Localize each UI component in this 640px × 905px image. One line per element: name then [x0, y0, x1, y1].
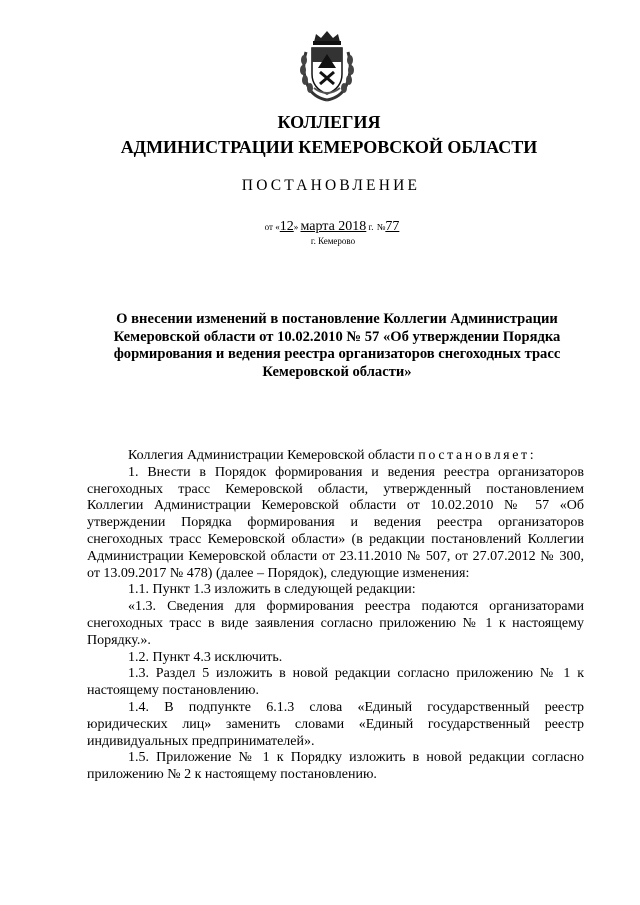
intro-end: :	[529, 448, 534, 463]
document-body	[87, 448, 584, 784]
date-year-suffix: г.	[366, 222, 374, 232]
city-name: г. Кемерово	[310, 236, 356, 246]
date-day: 12	[279, 219, 294, 234]
document-date-line	[0, 218, 640, 235]
paragraph-item-1-4: 1.4. В подпункте 6.1.3 слова «Единый государственный реестр юридических лиц» заменить словами «Единый государственный реестр индивидуальных предпринимателей».	[87, 699, 584, 749]
intro-lead: Коллегия Администрации Кемеровской области	[128, 448, 419, 463]
organization-name-line1: КОЛЛЕГИЯ	[277, 112, 381, 132]
date-month-year: марта 2018	[300, 219, 367, 234]
paragraph-item-1-3: 1.3. Раздел 5 изложить в новой редакции согласно приложению № 1 к настоящему постановлению.	[87, 666, 584, 699]
number-label: №	[376, 222, 386, 232]
paragraph-item-1: 1. Внести в Порядок формирования и ведения реестра организаторов снегоходных трасс Кемеровской области, утвержденный постановлением Коллегии Администрации Кемеровской области от 10.02.2010 № 57 «Об утверждении Порядка формирования и ведения реестра организаторов снегоходных трасс Кемеровской области» (в редакции постановлений Коллегии Администрации Кемеровской области от 23.11.2010 № 507, от 27.07.2012 № 300, от 13.09.2017 № 478) (далее – Порядок), следующие изменения:	[87, 464, 584, 581]
intro-paragraph	[87, 448, 584, 465]
document-title: О внесении изменений в постановление Коллегии Администрации Кемеровской области от 10.02.2010 № 57 «Об утверждении Порядка формирования и ведения реестра организаторов снегоходных трасс Кемеровской области»	[113, 311, 561, 380]
paragraph-item-1-2: 1.2. Пункт 4.3 исключить.	[128, 649, 283, 665]
date-mid: »	[293, 222, 301, 232]
document-number: 77	[385, 219, 400, 234]
coat-of-arms-icon	[296, 28, 358, 104]
paragraph-item-1-5: 1.5. Приложение № 1 к Порядку изложить в новой редакции согласно приложению № 2 к настоящему постановлению.	[87, 750, 584, 783]
document-type: ПОСТАНОВЛЕНИЕ	[241, 177, 421, 194]
date-prefix: от «	[264, 222, 280, 232]
paragraph-item-1-3-text: «1.3. Сведения для формирования реестра подаются организаторами снегоходных трасс в виде заявления согласно приложению № 1 к настоящему Порядку.».	[87, 599, 584, 648]
intro-decree-word: постановляет	[418, 448, 530, 463]
organization-name-line2: АДМИНИСТРАЦИИ КЕМЕРОВСКОЙ ОБЛАСТИ	[120, 137, 538, 157]
paragraph-item-1-1: 1.1. Пункт 1.3 изложить в следующей редакции:	[128, 582, 416, 598]
